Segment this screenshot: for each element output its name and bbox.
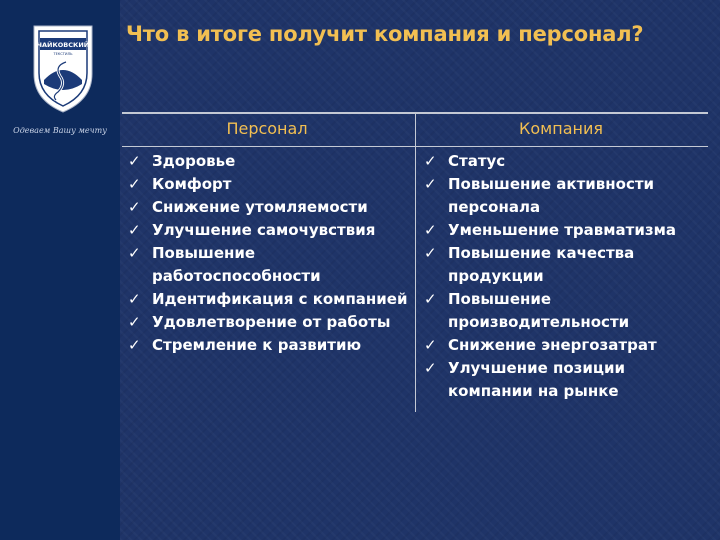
list-item: ✓ Комфорт [122, 173, 414, 196]
list-item: ✓ Статус [418, 150, 708, 173]
company-logo [28, 22, 98, 114]
list-item: ✓ Уменьшение травматизма [418, 219, 708, 242]
list-item: ✓ Повышение производительности [424, 290, 630, 331]
list-item: ✓ Улучшение позиции компании на рынке [424, 359, 626, 400]
company-slogan: Одеваем Вашу мечту [13, 126, 107, 135]
company-benefits-list [418, 150, 708, 403]
check-icon: ✓ [128, 221, 141, 239]
column-header-personnel: Персонал [226, 119, 308, 138]
list-item: ✓ Повышение активности персонала [424, 175, 655, 216]
check-icon: ✓ [128, 313, 141, 331]
list-item: ✓ Снижение утомляемости [122, 196, 414, 219]
comparison-table [122, 112, 708, 412]
list-item: ✓ Снижение энергозатрат [418, 334, 708, 357]
list-item: ✓ Здоровье [122, 150, 414, 173]
personnel-benefits-list [122, 150, 414, 357]
check-icon: ✓ [424, 175, 437, 193]
list-item: ✓ Повышение работоспособности [128, 244, 321, 285]
check-icon: ✓ [128, 152, 141, 170]
check-icon: ✓ [128, 290, 141, 308]
check-icon: ✓ [424, 152, 437, 170]
check-icon: ✓ [424, 221, 437, 239]
list-item: ✓ Удовлетворение от работы [122, 311, 414, 334]
slide-title: Что в итоге получит компания и персонал? [126, 22, 644, 46]
check-icon: ✓ [128, 244, 141, 262]
check-icon: ✓ [128, 198, 141, 216]
list-item: ✓ Повышение качества продукции [424, 244, 635, 285]
check-icon: ✓ [424, 244, 437, 262]
column-header-company: Компания [519, 119, 603, 138]
check-icon: ✓ [424, 359, 437, 377]
list-item: ✓ Стремление к развитию [122, 334, 414, 357]
sidebar [0, 0, 120, 540]
list-item: ✓ Идентификация с компанией [122, 288, 414, 311]
check-icon: ✓ [424, 336, 437, 354]
logo-subtext: ТЕКСТИЛЬ [53, 52, 73, 56]
list-item: ✓ Улучшение самочувствия [122, 219, 414, 242]
check-icon: ✓ [424, 290, 437, 308]
check-icon: ✓ [128, 336, 141, 354]
logo-text: ЧАЙКОВСКИЙ [36, 41, 90, 49]
table-column-divider [415, 112, 416, 412]
check-icon: ✓ [128, 175, 141, 193]
